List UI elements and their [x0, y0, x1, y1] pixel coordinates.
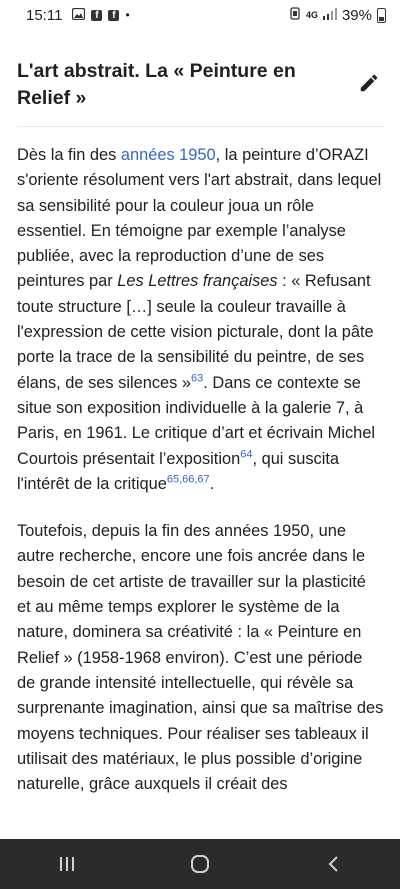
p1-italic-title: Les Lettres françaises	[117, 272, 278, 291]
status-left	[26, 7, 130, 24]
alarm-icon	[289, 7, 301, 24]
paragraph-1	[0, 143, 400, 497]
ref-63[interactable]: 63	[191, 372, 204, 385]
p1-text-5: , qui suscita l'intérêt de la critique	[17, 449, 340, 493]
facebook-notification-icon-2: f	[108, 10, 119, 21]
status-right	[289, 7, 386, 24]
more-notifications-dot: •	[125, 8, 130, 22]
p1-text-1: Dès la fin des	[17, 146, 121, 164]
back-button[interactable]	[313, 844, 353, 884]
p1-text-3: : « Refusant toute structure […] seule la couleur travaille à l'expression de cette vision picturale, dont la pâte porte la trace de la sensibilité du peintre, de ses élans, de ses silences »	[17, 272, 374, 392]
battery-percent: 39%	[341, 6, 372, 24]
recent-apps-button[interactable]	[47, 844, 87, 884]
edit-section-button[interactable]	[354, 68, 384, 98]
home-icon	[190, 854, 210, 874]
back-icon	[326, 855, 340, 873]
ref-64[interactable]: 64	[240, 448, 253, 461]
facebook-notification-icon: f	[91, 10, 102, 21]
recent-apps-icon	[58, 856, 76, 872]
p1-text-4: . Dans ce contexte se situe son exposition individuelle à la galerie 7, à Paris, en 1961. Le critique d’art et écrivain Michel Courtois présentait l’exposition	[17, 373, 376, 468]
signal-icon	[323, 7, 337, 24]
network-type: 4G	[305, 10, 318, 20]
link-annees-1950[interactable]: années 1950	[120, 146, 216, 164]
paragraph-2: Toutefois, depuis la fin des années 1950, une autre recherche, encore une fois ancrée dans le besoin de cet artiste de travailler sur la plasticité et au même temps explorer le système de la nature, dominera sa créativité : la « Peinture en Relief » (1958-1968 environ). C’est une période de grande intensité intellectuelle, qui révèle sa surprenante imagination, ainsi que sa maîtrise des moyens techniques. Pour réaliser ses tableaux il utilisait des matériaux, le plus possible d’origine naturelle, grâce auxquels il créait des	[17, 522, 384, 794]
navigation-bar	[0, 839, 400, 889]
p1-text-2: , la peinture d’ORAZI s'oriente résolument vers l'art abstrait, dans lequel sa sensibilité pour la couleur joua un rôle essentiel. En témoigne par exemple l’analyse publiée, avec la reproduction d’une de ses peintures par	[17, 146, 382, 291]
status-bar	[0, 0, 400, 30]
battery-icon	[377, 8, 386, 23]
gallery-notification-icon	[72, 7, 85, 24]
section-heading: L'art abstrait. La « Peinture en Relief »	[17, 60, 296, 109]
pencil-icon	[358, 72, 380, 94]
section-heading-row	[0, 30, 400, 112]
ref-65-66-67[interactable]: 65,66,67	[166, 473, 210, 486]
home-button[interactable]	[180, 844, 220, 884]
heading-divider	[17, 126, 384, 127]
article-content	[0, 30, 400, 839]
status-time: 15:11	[26, 6, 63, 24]
p1-text-6: .	[209, 474, 215, 493]
